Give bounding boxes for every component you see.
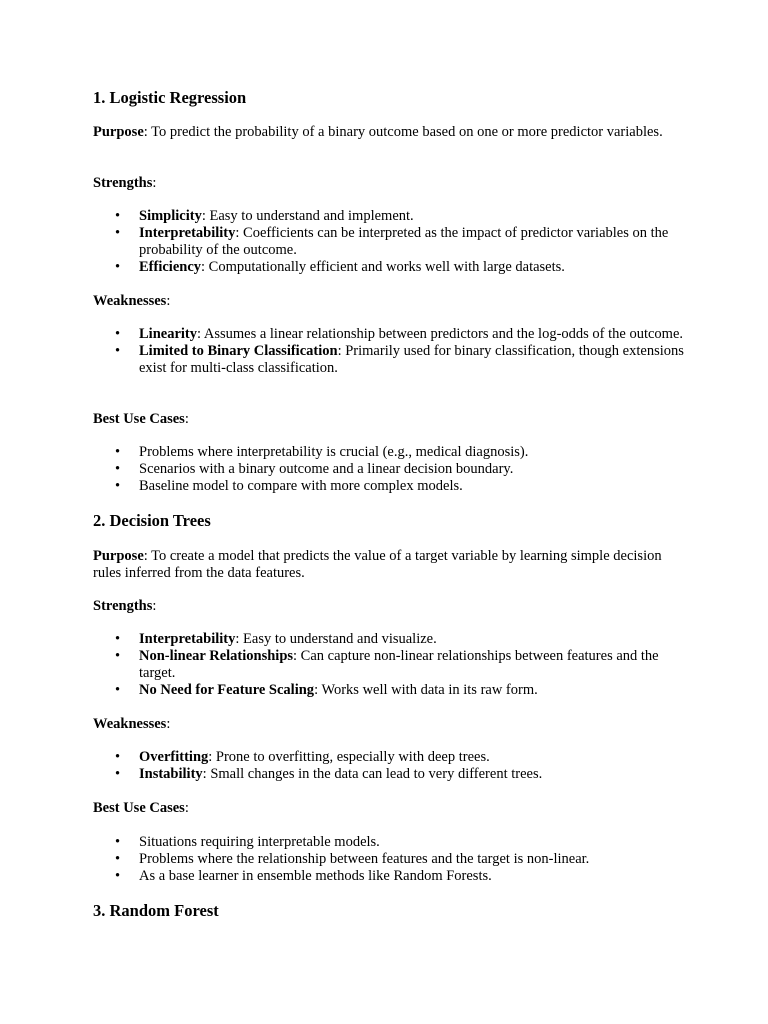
item-text: : Assumes a linear relationship between predictors and the log-odds of the outcome. [197, 326, 684, 342]
bullet-icon: • [115, 208, 121, 224]
list-item [93, 225, 693, 259]
bullet-icon: • [115, 444, 121, 460]
bullet-icon: • [115, 851, 121, 867]
item-text: : Computationally efficient and works well with large datasets. [201, 259, 565, 275]
list-item [93, 343, 693, 377]
section-1-use-cases-list [93, 444, 693, 495]
bullet-icon: • [115, 648, 121, 664]
section-1-weaknesses-list [93, 326, 693, 377]
list-item [93, 444, 693, 461]
section-2-use-cases-label [93, 800, 189, 817]
strengths-label: Strengths [93, 598, 153, 614]
list-item [93, 326, 693, 343]
use-cases-label: Best Use Cases [93, 411, 185, 427]
purpose-label: Purpose [93, 124, 144, 140]
bullet-icon: • [115, 478, 121, 494]
list-item [93, 682, 693, 699]
section-1-strengths-label [93, 175, 156, 192]
list-item [93, 259, 693, 276]
bullet-icon: • [115, 461, 121, 477]
item-term: Limited to Binary Classification [139, 343, 338, 359]
item-text: : Prone to overfitting, especially with deep trees. [208, 749, 490, 765]
label-colon: : [184, 411, 189, 427]
item-term: Instability [139, 766, 203, 782]
section-2-weaknesses-label [93, 716, 170, 733]
section-3-title: 3. Random Forest [93, 901, 219, 920]
item-text: : Easy to understand and visualize. [235, 631, 437, 647]
bullet-icon: • [115, 868, 121, 884]
bullet-icon: • [115, 682, 121, 698]
bullet-icon: • [115, 259, 121, 275]
item-text: : Coefficients can be interpreted as the impact of predictor variables on the probability of the outcome. [139, 225, 669, 258]
section-1-purpose [93, 124, 693, 141]
strengths-label: Strengths [93, 175, 153, 191]
item-term: No Need for Feature Scaling [139, 682, 315, 698]
item-text: Scenarios with a binary outcome and a linear decision boundary. [139, 461, 514, 477]
bullet-icon: • [115, 749, 121, 765]
label-colon: : [184, 800, 189, 816]
label-colon: : [152, 598, 157, 614]
item-term: Interpretability [139, 225, 236, 241]
section-2-purpose [93, 548, 693, 582]
item-text: Problems where interpretability is crucial (e.g., medical diagnosis). [139, 444, 529, 460]
item-term: Efficiency [139, 259, 202, 275]
list-item [93, 868, 693, 885]
list-item [93, 631, 693, 648]
purpose-text: : To create a model that predicts the value of a target variable by learning simple decision rules inferred from the data features. [93, 548, 662, 581]
item-term: Overfitting [139, 749, 209, 765]
item-term: Simplicity [139, 208, 202, 224]
bullet-icon: • [115, 766, 121, 782]
item-text: Situations requiring interpretable models. [139, 834, 380, 850]
item-text: : Can capture non-linear relationships between features and the target. [139, 648, 659, 681]
weaknesses-label: Weaknesses [93, 716, 167, 732]
item-text: Problems where the relationship between features and the target is non-linear. [139, 851, 590, 867]
label-colon: : [166, 293, 171, 309]
use-cases-label: Best Use Cases [93, 800, 185, 816]
section-1-strengths-list [93, 208, 693, 276]
label-colon: : [152, 175, 157, 191]
weaknesses-label: Weaknesses [93, 293, 167, 309]
list-item [93, 478, 693, 495]
section-1-use-cases-label [93, 411, 189, 428]
section-2-title: 2. Decision Trees [93, 511, 211, 530]
section-2-strengths-list [93, 631, 693, 699]
bullet-icon: • [115, 631, 121, 647]
bullet-icon: • [115, 225, 121, 241]
item-text: : Small changes in the data can lead to very different trees. [202, 766, 543, 782]
list-item [93, 648, 693, 682]
section-1-title: 1. Logistic Regression [93, 88, 247, 107]
list-item [93, 851, 693, 868]
purpose-label: Purpose [93, 548, 144, 564]
list-item [93, 461, 693, 478]
list-item [93, 208, 693, 225]
section-1-weaknesses-label [93, 293, 170, 310]
item-term: Linearity [139, 326, 197, 342]
bullet-icon: • [115, 834, 121, 850]
item-text: : Easy to understand and implement. [201, 208, 414, 224]
section-2-strengths-label [93, 598, 156, 615]
bullet-icon: • [115, 326, 121, 342]
item-term: Non-linear Relationships [139, 648, 294, 664]
list-item [93, 749, 693, 766]
item-text: As a base learner in ensemble methods like Random Forests. [139, 868, 492, 884]
item-text: Baseline model to compare with more complex models. [139, 478, 463, 494]
bullet-icon: • [115, 343, 121, 359]
item-term: Interpretability [139, 631, 236, 647]
purpose-text: : To predict the probability of a binary outcome based on one or more predictor variables. [143, 124, 663, 140]
label-colon: : [166, 716, 171, 732]
list-item [93, 766, 693, 783]
list-item [93, 834, 693, 851]
item-text: : Primarily used for binary classification, though extensions exist for multi-class classification. [139, 343, 684, 376]
item-text: : Works well with data in its raw form. [314, 682, 538, 698]
section-2-weaknesses-list [93, 749, 693, 783]
section-2-use-cases-list [93, 834, 693, 885]
